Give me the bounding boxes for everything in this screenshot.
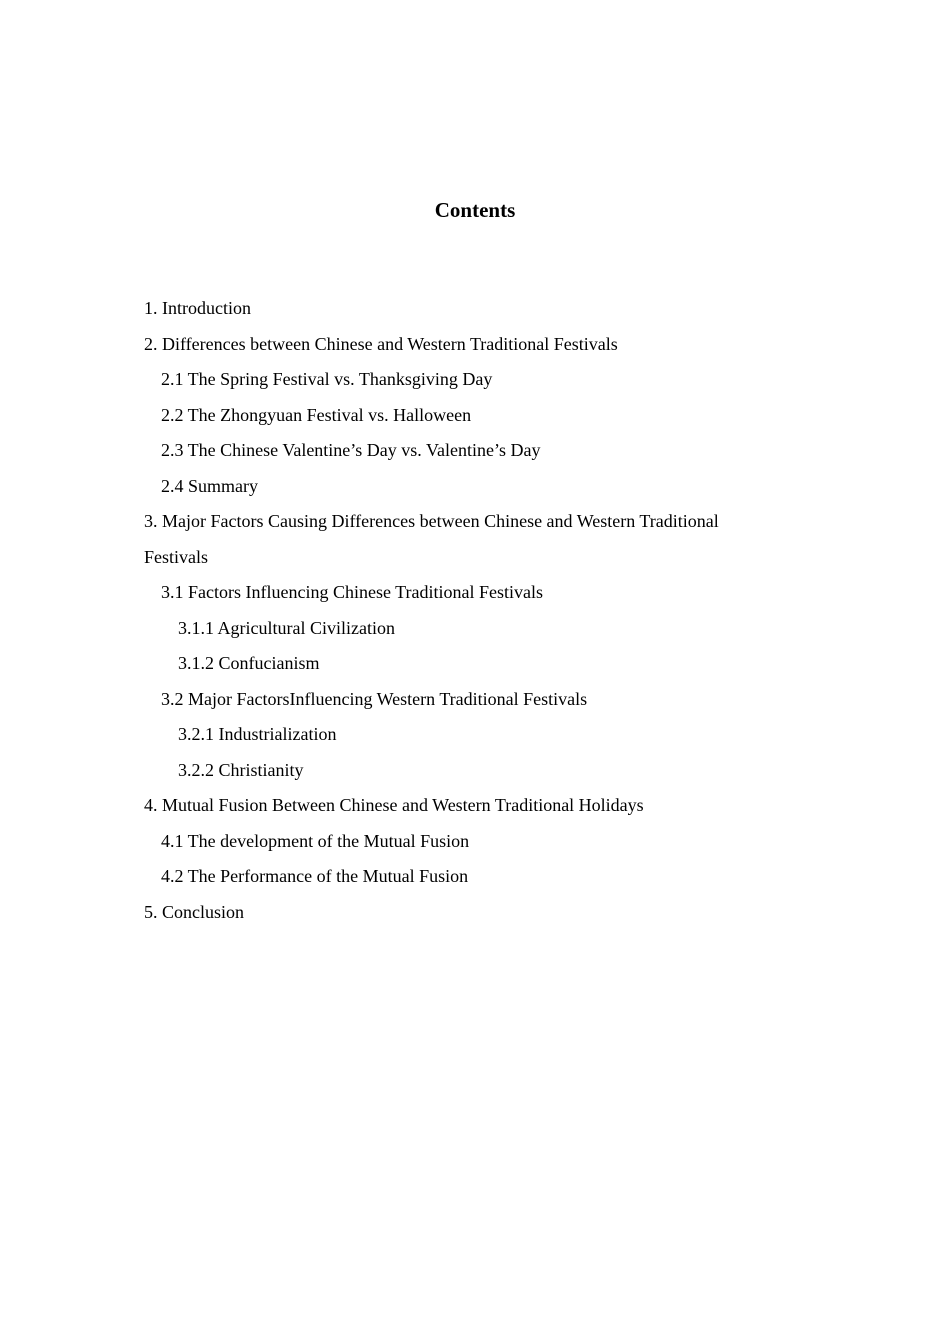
toc-entry-4-2[interactable]: 4.2 The Performance of the Mutual Fusion: [161, 866, 469, 886]
toc-entry-3-1-1[interactable]: 3.1.1 Agricultural Civilization: [178, 617, 395, 638]
toc-entry-3-1[interactable]: 3.1 Factors Influencing Chinese Traditional Festivals: [161, 582, 543, 602]
toc-entry-4[interactable]: 4. Mutual Fusion Between Chinese and Western Traditional Holidays: [144, 795, 644, 815]
toc-entry-1[interactable]: 1. Introduction: [144, 298, 251, 318]
toc-entry-2[interactable]: 2. Differences between Chinese and Western Traditional Festivals: [144, 333, 618, 354]
toc-entry-3-2[interactable]: 3.2 Major FactorsInfluencing Western Traditional Festivals: [161, 688, 588, 709]
toc-entry-3-1-2[interactable]: 3.1.2 Confucianism: [178, 653, 320, 673]
toc-entry-2-2[interactable]: 2.2 The Zhongyuan Festival vs. Halloween: [161, 404, 472, 425]
toc-entry-3-2-2[interactable]: 3.2.2 Christianity: [178, 759, 304, 780]
toc-entry-2-4[interactable]: 2.4 Summary: [161, 475, 258, 496]
toc-entry-4-1[interactable]: 4.1 The development of the Mutual Fusion: [161, 830, 470, 851]
toc-entry-3[interactable]: 3. Major Factors Causing Differences between Chinese and Western Traditional Festivals: [144, 511, 719, 567]
page-title: Contents: [434, 198, 516, 222]
toc-entry-5[interactable]: 5. Conclusion: [144, 901, 245, 922]
toc-entry-2-1[interactable]: 2.1 The Spring Festival vs. Thanksgiving Day: [161, 369, 493, 389]
toc-entry-2-3[interactable]: 2.3 The Chinese Valentine’s Day vs. Valentine’s Day: [161, 440, 541, 460]
table-of-contents: [144, 291, 784, 930]
toc-entry-3-2-1[interactable]: 3.2.1 Industrialization: [178, 724, 337, 744]
